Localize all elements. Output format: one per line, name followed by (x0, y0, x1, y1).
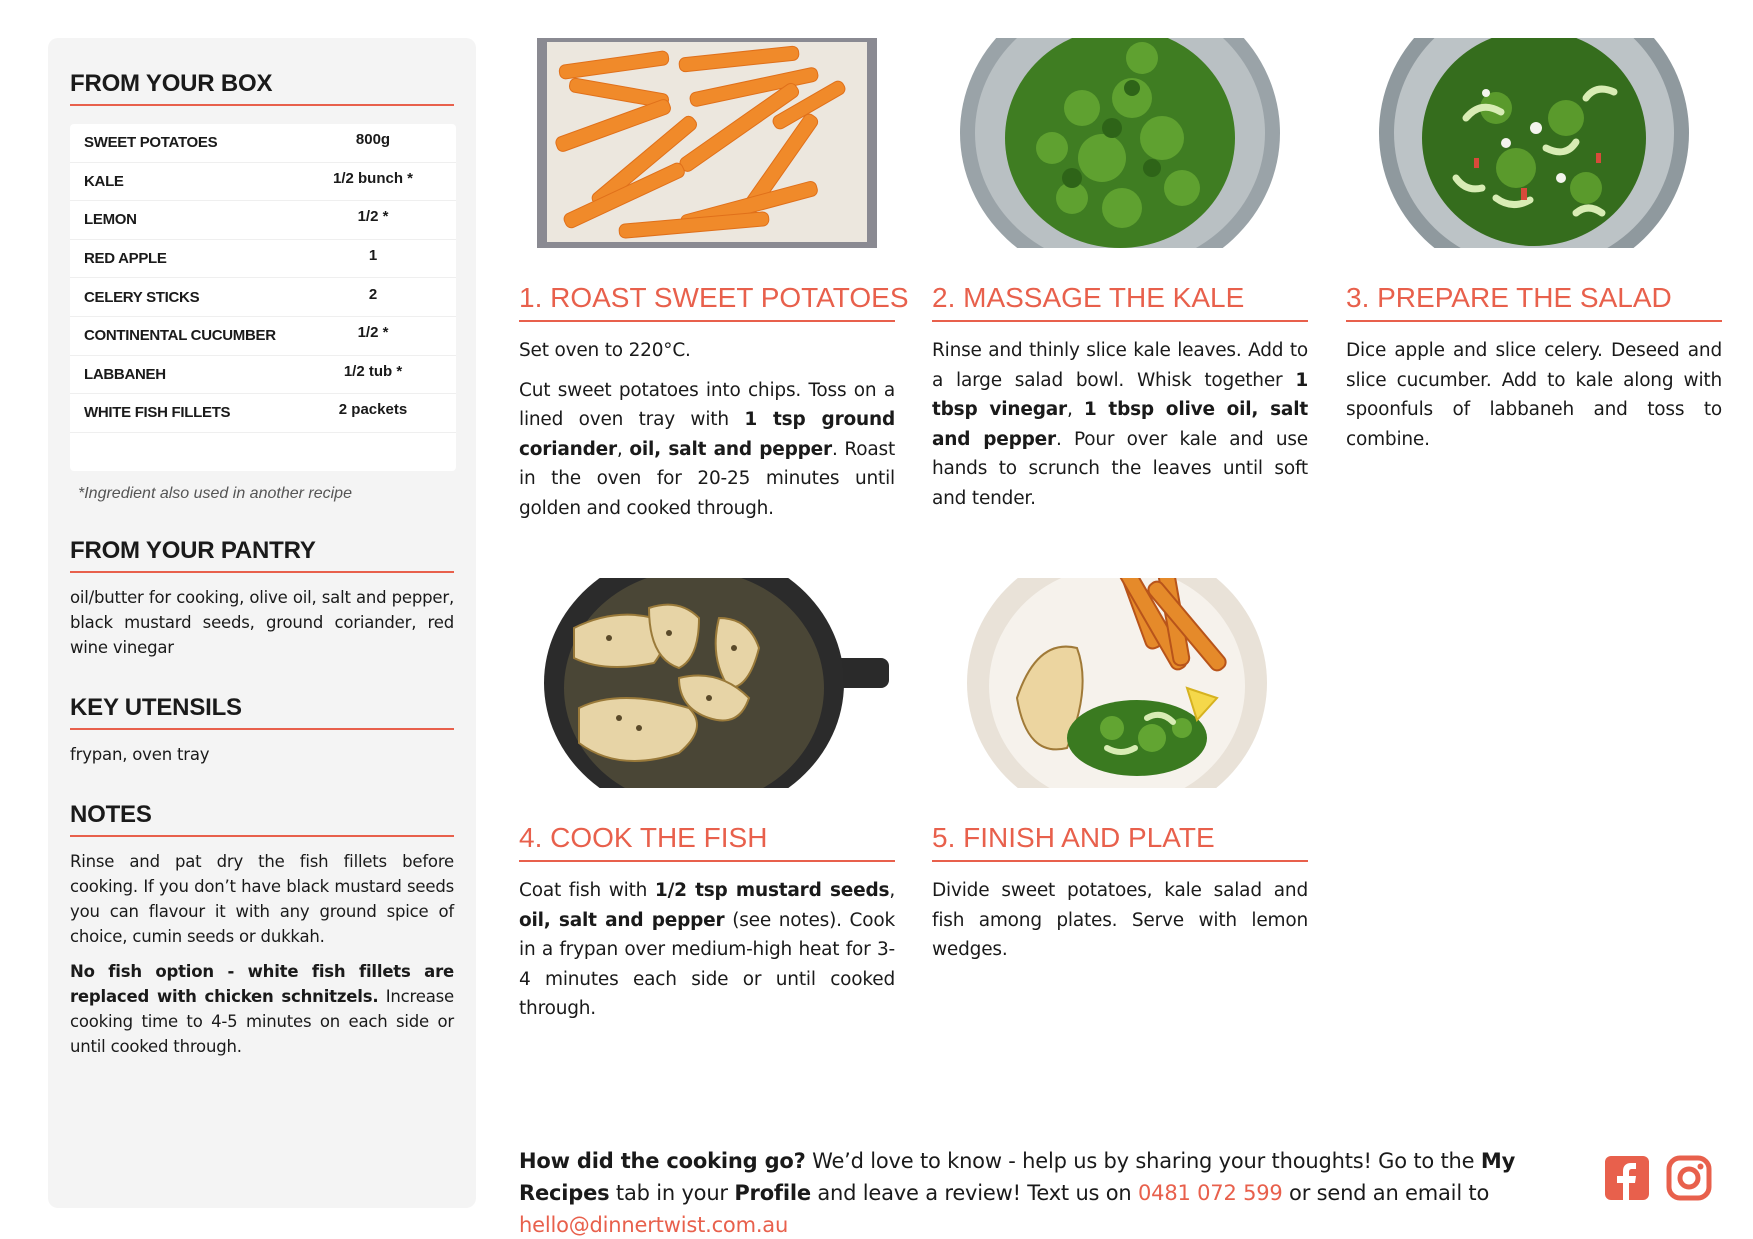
step-1-title: 1. ROAST SWEET POTATOES (519, 282, 895, 322)
step-4-paragraph (519, 876, 895, 1024)
pantry-section (70, 537, 454, 660)
bold-span: oil, salt and pepper (629, 438, 832, 460)
notes-rest: Increase cooking time to 4-5 minutes on each side or until cooked through. (70, 986, 454, 1056)
step-2-title: 2. MASSAGE THE KALE (932, 282, 1308, 322)
bold-span: 1 tsp ground coriander (519, 409, 895, 460)
ingredient-qty: 2 packets (338, 401, 408, 419)
notes-text (70, 849, 454, 1059)
ingredient-name: RED APPLE (84, 250, 167, 268)
ingredient-name: KALE (84, 172, 124, 190)
box-title: FROM YOUR BOX (70, 70, 454, 106)
salad-bowl-image (1346, 38, 1722, 248)
ingredient-name: WHITE FISH FILLETS (84, 404, 231, 422)
ingredients-table (70, 124, 456, 471)
text-span: (see notes). Cook in a frypan over medium-high heat for 3-4 minutes each side or until cooked through. (519, 909, 895, 1019)
step-2-body (932, 336, 1308, 513)
table-row (70, 124, 456, 163)
step-2 (932, 38, 1308, 513)
bold-span: oil, salt and pepper (519, 909, 725, 931)
table-row (70, 394, 456, 433)
notes-paragraph: Rinse and pat dry the fish fillets before cooking. If you don’t have black mustard seeds you can flavour it with any ground spice of choice, cumin seeds or dukkah. (70, 851, 454, 946)
pantry-title: FROM YOUR PANTRY (70, 537, 454, 573)
step-5-title: 5. FINISH AND PLATE (932, 822, 1308, 862)
notes-section (70, 801, 454, 1059)
step-1-body (519, 336, 895, 523)
ingredient-qty: 800g (355, 131, 391, 149)
ingredient-qty: 1/2 bunch * (332, 169, 414, 187)
fish-frypan-image (519, 578, 895, 788)
text-span: Cut sweet potatoes into chips. Toss on a lined oven tray with (519, 379, 895, 430)
ingredient-name: SWEET POTATOES (84, 134, 218, 152)
email-link[interactable]: hello@dinnertwist.com.au (519, 1213, 789, 1237)
ingredient-qty: 1/2 * (357, 324, 389, 342)
step-5-paragraph: Divide sweet potatoes, kale salad and fish among plates. Serve with lemon wedges. (932, 880, 1308, 960)
phone-link[interactable]: 0481 072 599 (1138, 1181, 1283, 1205)
step-3-paragraph: Dice apple and slice celery. Deseed and slice cucumber. Add to kale along with spoonfuls of labbaneh and toss to combine. (1346, 340, 1722, 450)
review-prompt (519, 1145, 1579, 1239)
step-2-photo (932, 38, 1308, 248)
ingredient-qty: 1 (368, 247, 378, 265)
kale-bowl-image (932, 38, 1308, 248)
step-3 (1346, 38, 1722, 454)
ingredient-name: LABBANEH (84, 365, 166, 383)
ingredients-panel (48, 38, 476, 1208)
ingredient-qty: 1/2 * (357, 208, 389, 226)
review-question: How did the cooking go? (519, 1149, 806, 1173)
utensils-text: frypan, oven tray (70, 744, 210, 764)
facebook-icon[interactable] (1604, 1155, 1650, 1201)
step-3-photo (1346, 38, 1722, 248)
step-3-body (1346, 336, 1722, 454)
step-3-title: 3. PREPARE THE SALAD (1346, 282, 1722, 322)
text-span: We’d love to know - help us by sharing your thoughts! Go to the (805, 1149, 1481, 1173)
profile-label: Profile (734, 1181, 811, 1205)
text-span: . Roast in the oven for 20-25 minutes until golden and cooked through. (519, 438, 896, 519)
step-1 (519, 38, 909, 523)
sweet-potato-tray-image (519, 38, 895, 248)
step-5 (932, 578, 1308, 965)
step-1-paragraph: Set oven to 220°C. (519, 340, 691, 361)
table-row (70, 278, 456, 317)
table-row (70, 317, 456, 356)
text-span: , (1066, 399, 1084, 420)
step-5-body (932, 876, 1308, 965)
step-4-body (519, 876, 895, 1024)
text-span: Rinse and thinly slice kale leaves. Add to a large salad bowl. Whisk together (932, 340, 1308, 391)
ingredient-name: CELERY STICKS (84, 288, 200, 306)
step-1-paragraph (519, 376, 895, 524)
utensils-title: KEY UTENSILS (70, 694, 454, 730)
bold-span: 1 tbsp vinegar (932, 369, 1308, 420)
table-row (70, 356, 456, 395)
table-row (70, 201, 456, 240)
ingredient-name: LEMON (84, 211, 137, 229)
text-span: tab in your (609, 1181, 735, 1205)
step-4 (519, 578, 895, 1024)
utensils-section (70, 694, 454, 767)
text-span: or send an email to (1282, 1181, 1490, 1205)
table-row (70, 163, 456, 202)
step-2-paragraph (932, 336, 1308, 513)
step-4-title: 4. COOK THE FISH (519, 822, 895, 862)
text-span: , (616, 438, 630, 460)
notes-title: NOTES (70, 801, 454, 837)
table-empty-row (70, 433, 456, 471)
step-5-photo (932, 578, 1308, 788)
plated-dish-image (932, 578, 1308, 788)
step-4-photo (519, 578, 895, 788)
notes-bold: No fish option - white fish fillets are replaced with chicken schnitzels. (70, 961, 454, 1006)
bold-span: 1 tbsp olive oil, salt and pepper (932, 399, 1308, 450)
notes-paragraph (70, 959, 454, 1059)
my-recipes-label: My Recipes (519, 1149, 1516, 1205)
text-span: Coat fish with (519, 880, 655, 901)
ingredient-name: CONTINENTAL CUCUMBER (84, 327, 276, 345)
ingredient-qty: 1/2 tub * (343, 362, 403, 380)
text-span: , (889, 880, 895, 901)
table-row (70, 240, 456, 279)
text-span: and leave a review! Text us on (810, 1181, 1139, 1205)
ingredient-qty: 2 (368, 285, 378, 303)
footnote: *Ingredient also used in another recipe (78, 484, 352, 502)
text-span: . Pour over kale and use hands to scrunch the leaves until soft and tender. (932, 428, 1308, 509)
bold-span: 1/2 tsp mustard seeds (654, 880, 890, 901)
instagram-icon[interactable] (1666, 1155, 1712, 1201)
pantry-text: oil/butter for cooking, olive oil, salt and pepper, black mustard seeds, ground coriander, red wine vinegar (70, 587, 454, 657)
step-1-photo (519, 38, 895, 248)
